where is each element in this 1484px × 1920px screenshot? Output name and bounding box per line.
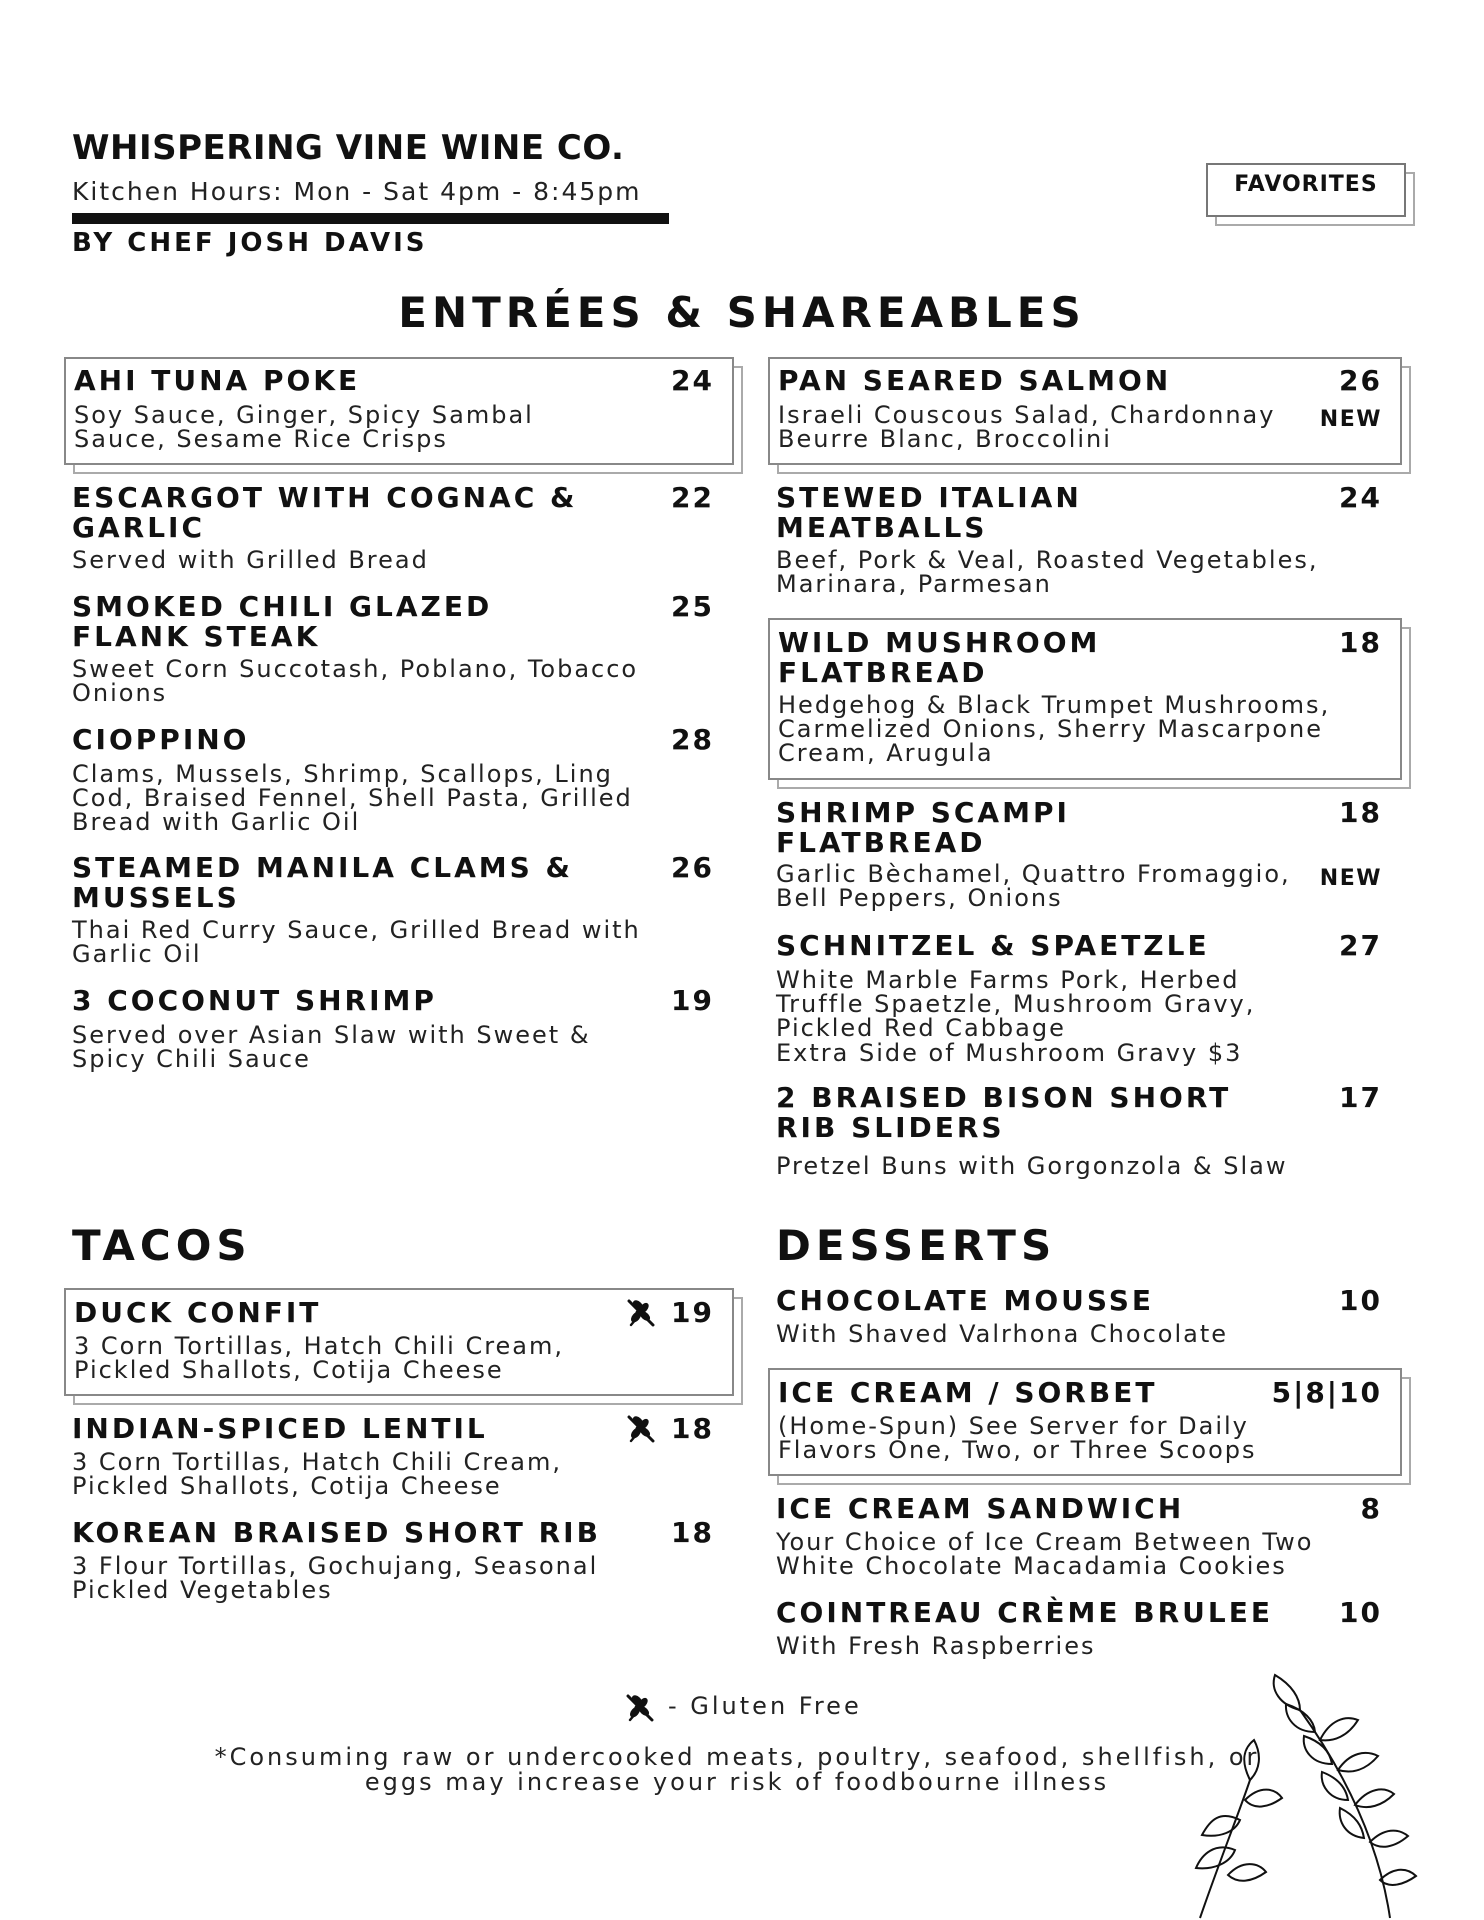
item-price: 24 <box>1339 481 1382 514</box>
item-price: 26 <box>1339 364 1382 397</box>
item-description: Israeli Couscous Salad, Chardonnay Beurre Blanc, Broccolini <box>778 401 1276 453</box>
item-price: 22 <box>671 481 714 514</box>
restaurant-name: WHISPERING VINE WINE CO. <box>72 128 625 168</box>
item-name: SMOKED CHILI GLAZED FLANK STEAK <box>72 590 493 653</box>
item-price: 24 <box>671 364 714 397</box>
item-name: KOREAN BRAISED SHORT RIB <box>72 1516 601 1549</box>
item-extra-note: Extra Side of Mushroom Gravy $3 <box>776 1039 1243 1067</box>
item-description: 3 Flour Tortillas, Gochujang, Seasonal Pickled Vegetables <box>72 1552 599 1604</box>
item-description: Thai Red Curry Sauce, Grilled Bread with Garlic Oil <box>72 916 641 968</box>
item-description: (Home-Spun) See Server for Daily Flavors One, Two, or Three Scoops <box>778 1412 1257 1464</box>
gluten-free-icon <box>625 1413 657 1445</box>
item-description: Sweet Corn Succotash, Poblano, Tobacco Onions <box>72 655 639 707</box>
new-badge: NEW <box>1319 866 1382 891</box>
item-description: Hedgehog & Black Trumpet Mushrooms, Carmelized Onions, Sherry Mascarpone Cream, Arugula <box>778 691 1331 767</box>
entrees-section-title: ENTRÉES & SHAREABLES <box>398 288 1086 337</box>
item-price: 26 <box>671 851 714 884</box>
tacos-section-title: TACOS <box>72 1221 252 1270</box>
item-name: ICE CREAM SANDWICH <box>776 1492 1185 1525</box>
item-name: STEWED ITALIAN MEATBALLS <box>776 481 1082 544</box>
item-name: COINTREAU CRÈME BRULEE <box>776 1596 1273 1629</box>
item-description: Beef, Pork & Veal, Roasted Vegetables, Marinara, Parmesan <box>776 546 1319 598</box>
gluten-free-icon <box>624 1692 656 1724</box>
kitchen-hours: Kitchen Hours: Mon - Sat 4pm - 8:45pm <box>72 177 642 206</box>
item-description: 3 Corn Tortillas, Hatch Chili Cream, Pickled Shallots, Cotija Cheese <box>74 1332 565 1384</box>
header-divider <box>72 213 669 224</box>
item-description: 3 Corn Tortillas, Hatch Chili Cream, Pickled Shallots, Cotija Cheese <box>72 1448 563 1500</box>
item-description: Clams, Mussels, Shrimp, Scallops, Ling Cod, Braised Fennel, Shell Pasta, Grilled Bread with Garlic Oil <box>72 760 633 836</box>
item-description: Your Choice of Ice Cream Between Two White Chocolate Macadamia Cookies <box>776 1528 1314 1580</box>
item-price: 25 <box>671 590 714 623</box>
item-description: Served with Grilled Bread <box>72 546 429 574</box>
item-name: CIOPPINO <box>72 723 250 756</box>
item-description: White Marble Farms Pork, Herbed Truffle Spaetzle, Mushroom Gravy, Pickled Red Cabbage <box>776 966 1256 1042</box>
item-description: With Fresh Raspberries <box>776 1632 1096 1660</box>
new-badge: NEW <box>1319 407 1382 432</box>
item-description: Soy Sauce, Ginger, Spicy Sambal Sauce, Sesame Rice Crisps <box>74 401 534 453</box>
item-price: 18 <box>671 1412 714 1445</box>
item-name: 3 COCONUT SHRIMP <box>72 984 437 1017</box>
item-price: 28 <box>671 723 714 756</box>
gluten-free-legend: - Gluten Free <box>668 1692 862 1720</box>
item-price: 10 <box>1339 1596 1382 1629</box>
item-price: 18 <box>1339 626 1382 659</box>
item-price: 18 <box>1339 796 1382 829</box>
item-price: 18 <box>671 1516 714 1549</box>
item-price: 5|8|10 <box>1271 1376 1382 1409</box>
item-price: 17 <box>1339 1081 1382 1114</box>
favorites-legend-label: FAVORITES <box>1234 172 1378 197</box>
food-safety-disclaimer: *Consuming raw or undercooked meats, poultry, seafood, shellfish, or eggs may increase your risk of foodbourne illness <box>214 1743 1260 1796</box>
leaf-sprig-decoration <box>1180 1660 1430 1920</box>
item-price: 10 <box>1339 1284 1382 1317</box>
gluten-free-icon <box>625 1297 657 1329</box>
chef-credit: BY CHEF JOSH DAVIS <box>72 228 428 258</box>
item-price: 19 <box>671 984 714 1017</box>
item-name: PAN SEARED SALMON <box>778 364 1172 397</box>
item-price: 8 <box>1360 1492 1382 1525</box>
item-name: INDIAN-SPICED LENTIL <box>72 1412 488 1445</box>
item-name: 2 BRAISED BISON SHORT RIB SLIDERS <box>776 1081 1232 1144</box>
item-price: 19 <box>671 1296 714 1329</box>
item-name: SHRIMP SCAMPI FLATBREAD <box>776 796 1070 859</box>
desserts-section-title: DESSERTS <box>776 1221 1057 1270</box>
item-name: SCHNITZEL & SPAETZLE <box>776 929 1210 962</box>
item-name: DUCK CONFIT <box>74 1296 322 1329</box>
item-description: Pretzel Buns with Gorgonzola & Slaw <box>776 1152 1288 1180</box>
item-name: WILD MUSHROOM FLATBREAD <box>778 626 1101 689</box>
item-description: Garlic Bèchamel, Quattro Fromaggio, Bell Peppers, Onions <box>776 860 1291 912</box>
item-description: With Shaved Valrhona Chocolate <box>776 1320 1229 1348</box>
item-name: ICE CREAM / SORBET <box>778 1376 1158 1409</box>
item-name: STEAMED MANILA CLAMS & MUSSELS <box>72 851 573 914</box>
item-name: AHI TUNA POKE <box>74 364 361 397</box>
item-name: CHOCOLATE MOUSSE <box>776 1284 1155 1317</box>
item-name: ESCARGOT WITH COGNAC & GARLIC <box>72 481 578 544</box>
item-price: 27 <box>1339 929 1382 962</box>
item-description: Served over Asian Slaw with Sweet & Spicy Chili Sauce <box>72 1021 591 1073</box>
